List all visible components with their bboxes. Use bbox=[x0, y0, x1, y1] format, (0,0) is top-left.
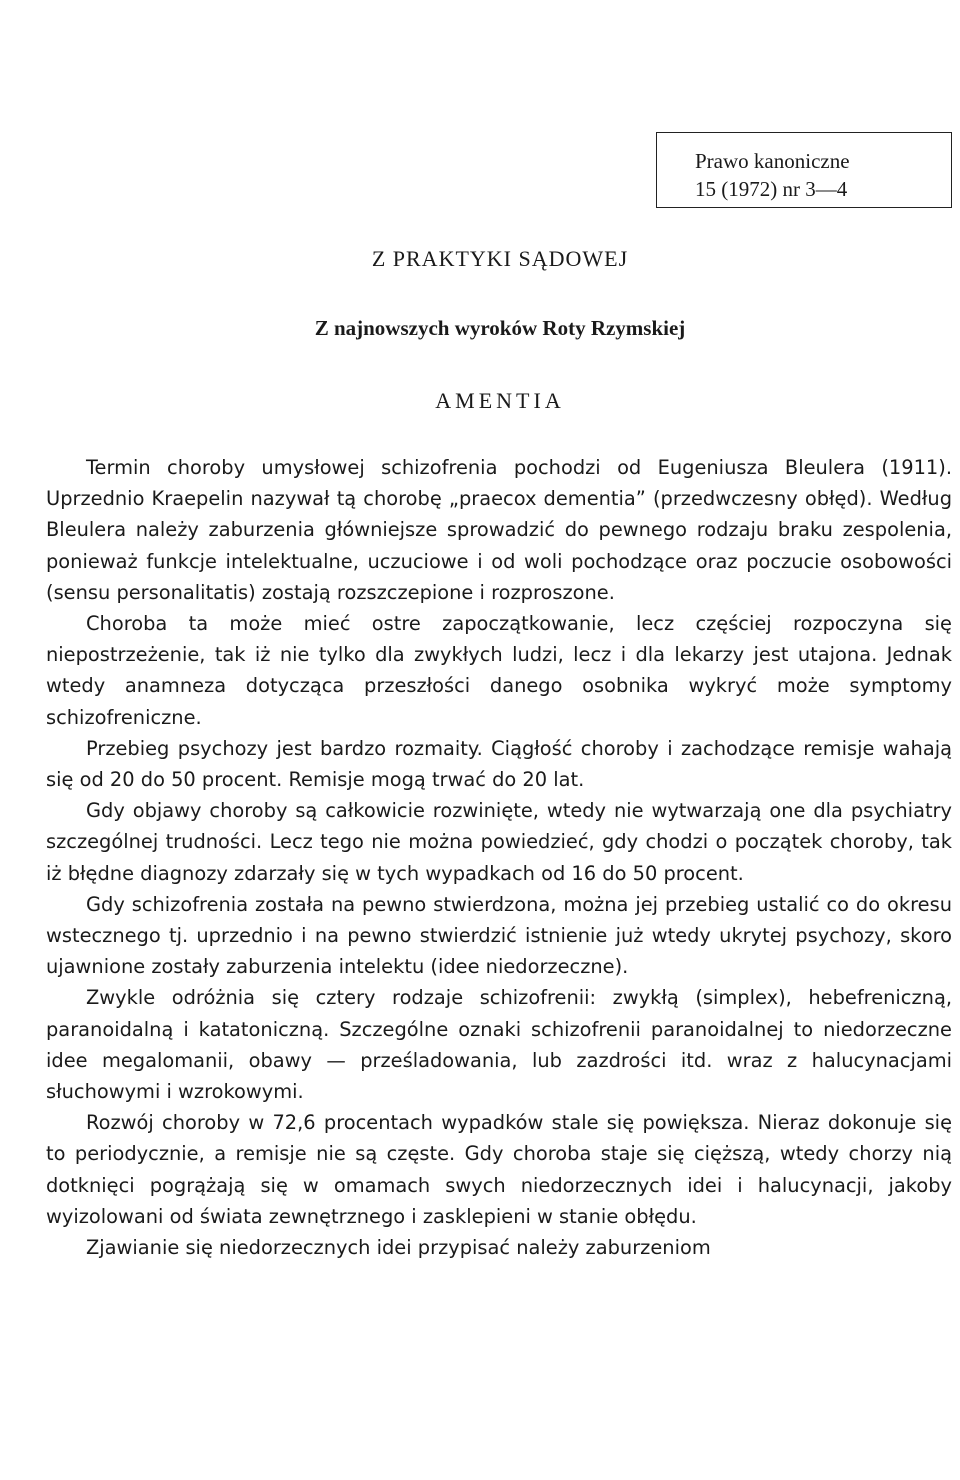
paragraph: Zjawianie się niedorzecznych idei przypisać należy zaburzeniom bbox=[86, 1236, 711, 1260]
paragraph: Gdy schizofrenia została na pewno stwierdzona, można jej przebieg ustalić co do okresu wstecznego tj. uprzednio i na pewno stwierdzić istnienie już wtedy ukrytej psychozy, skoro ujawnione zostały zaburzenia intelektu (idee niedorzeczne). bbox=[46, 892, 952, 979]
journal-reference-box bbox=[656, 132, 952, 208]
paragraph: Gdy objawy choroby są całkowicie rozwinięte, wtedy nie wytwarzają one dla psychiatry szczególnej trudności. Lecz tego nie można powiedzieć, gdy chodzi o początek choroby, tak iż błędne diagnozy zdarzały się w tych wypadkach od 16 do 50 procent. bbox=[46, 799, 952, 885]
paragraph: Choroba ta może mieć ostre zapoczątkowanie, lecz częściej rozpoczyna się niepostrzeżenie, tak iż nie tylko dla zwykłych ludzi, lecz i dla lekarzy jest utajona. Jednak wtedy anamneza dotycząca przeszłości danego osobnika wykryć może symptomy schizofreniczne. bbox=[46, 612, 952, 729]
journal-issue: 15 (1972) nr 3—4 bbox=[695, 177, 848, 201]
section-title: Z PRAKTYKI SĄDOWEJ bbox=[371, 246, 629, 271]
article-subtitle: Z najnowszych wyroków Roty Rzymskiej bbox=[314, 316, 686, 340]
paragraph: Zwykle odróżnia się cztery rodzaje schizofrenii: zwykłą (simplex), hebefreniczną, paranoidalną i katatoniczną. Szczególne oznaki schizofrenii paranoidalnej to niedorzeczne idee megalomanii, obawy — prześladowania, lub zazdrości itd. wraz z halucynacjami słuchowymi i wzrokowymi. bbox=[46, 986, 952, 1104]
paragraph: Rozwój choroby w 72,6 procentach wypadków stale się powiększa. Nieraz dokonuje się to periodycznie, a remisje nie są częste. Gdy choroba staje się cięższą, wtedy chorzy nią dotknięci pogrążają się w omamach swych niedorzecznych idei i halucynacji, jakoby wyizolowani od świata zewnętrznego i zasklepieni w stanie obłędu. bbox=[46, 1111, 952, 1228]
paragraph: Termin choroby umysłowej schizofrenia pochodzi od Eugeniusza Bleulera (1911). Uprzednio Kraepelin nazywał tą chorobę „praecox dementia” (przedwczesny obłęd). Według Bleulera należy zaburzenia główniejsze sprowadzić do pewnego rodzaju braku zespolenia, ponieważ funkcje intelektualne, uczuciowe i od woli pochodzące oraz poczucie osobowości (sensu personalitatis) zostają rozszczepione i rozproszone. bbox=[46, 456, 952, 604]
paragraph: Przebieg psychozy jest bardzo rozmaity. Ciągłość choroby i zachodzące remisje wahają się od 20 do 50 procent. Remisje mogą trwać do 20 lat. bbox=[46, 736, 952, 792]
journal-name: Prawo kanoniczne bbox=[695, 149, 850, 173]
article-body bbox=[46, 452, 952, 1263]
topic-heading: AMENTIA bbox=[435, 388, 565, 413]
